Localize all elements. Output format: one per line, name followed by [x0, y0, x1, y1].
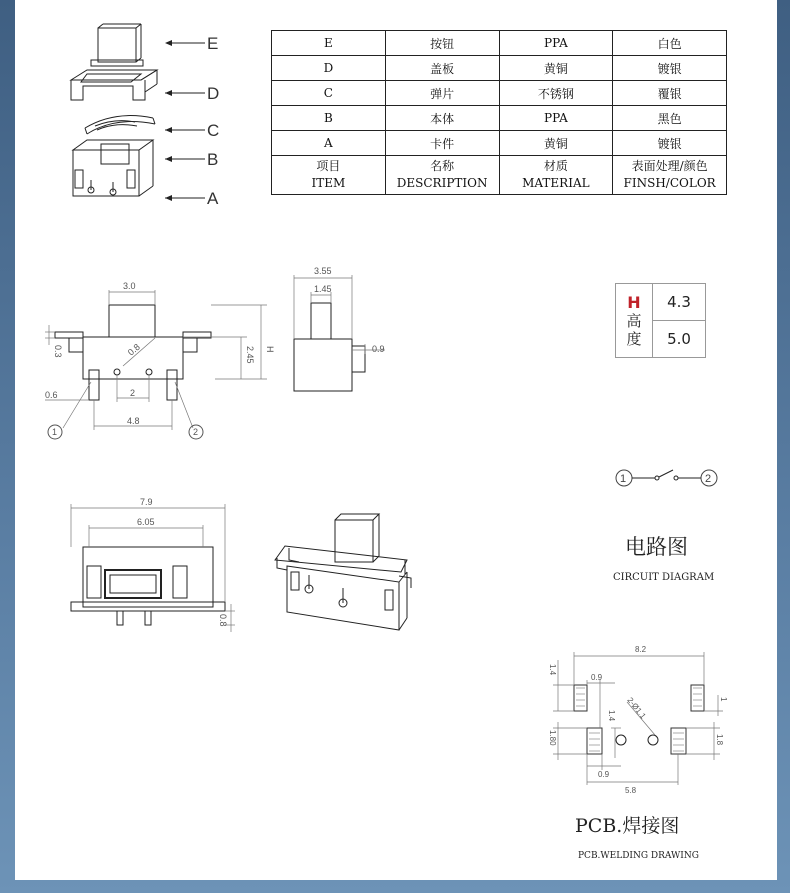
height-value-2: 5.0: [653, 321, 706, 358]
header-finish-cn: 表面处理/颜色: [631, 159, 708, 173]
header-item: [272, 156, 386, 195]
pcb-hole-left: [616, 735, 626, 745]
pcb-dim-inner-h: 1.4: [607, 710, 616, 722]
cell-desc: 卡件: [385, 131, 499, 156]
pcb-dim-pitch: 5.8: [625, 786, 637, 795]
part-c-spring: [85, 116, 155, 134]
cell-item: D: [272, 56, 386, 81]
pcb-title-en: PCB.WELDING DRAWING: [578, 851, 699, 861]
pcb-dim-hole: 2-Ø1.1: [625, 695, 648, 721]
pcb-welding-drawing: [548, 645, 728, 861]
header-material: [499, 156, 613, 195]
dim-left: 0.6: [45, 390, 58, 400]
header-item-en: ITEM: [311, 176, 346, 190]
header-desc-en: DESCRIPTION: [396, 176, 488, 190]
cell-item: C: [272, 81, 386, 106]
cell-material: PPA: [499, 31, 613, 56]
side-view: [294, 266, 385, 391]
dim-leg: 0.3: [53, 345, 63, 358]
label-b: B: [207, 150, 219, 169]
table-row: [272, 81, 727, 106]
pcb-dim-hole-offset: 1: [719, 697, 728, 702]
circuit-pin-1-label: 1: [620, 473, 627, 485]
dim-pitch: 2: [130, 388, 136, 398]
header-item-cn: 项目: [316, 159, 341, 173]
header-desc-cn: 名称: [430, 159, 455, 173]
height-label: [616, 284, 653, 358]
height-table: [615, 283, 706, 358]
dim-hole-dia: 0.8: [125, 341, 142, 358]
switch-contact: [659, 470, 673, 477]
pcb-pad-bottom-left: [587, 728, 602, 754]
exploded-view: [71, 24, 219, 208]
cell-item: B: [272, 106, 386, 131]
pcb-pad-top-left: [574, 685, 587, 711]
dim-button-width: 3.0: [123, 281, 136, 291]
height-value-1: 4.3: [653, 284, 706, 321]
cell-material: 黄铜: [499, 56, 613, 81]
pcb-pad-top-right: [691, 685, 704, 711]
cell-finish: 黑色: [613, 106, 727, 131]
circuit-title-cn: 电路图: [625, 536, 688, 559]
cell-finish: 白色: [613, 31, 727, 56]
pcb-dim-pad-h: 1.4: [548, 664, 557, 676]
part-b-body: [73, 140, 153, 196]
circuit-pin-2-label: 2: [705, 473, 712, 485]
circuit-diagram: [613, 470, 717, 583]
height-h-label: H: [627, 292, 641, 312]
side-dim-tab: 0.9: [372, 344, 385, 354]
bottom-dim-inner: 6.05: [137, 517, 155, 527]
cell-desc: 盖板: [385, 56, 499, 81]
cell-desc: 弹片: [385, 81, 499, 106]
cell-item: A: [272, 131, 386, 156]
side-dim-button: 1.45: [314, 284, 332, 294]
label-a: A: [207, 189, 219, 208]
pin-1-label: 1: [52, 427, 58, 437]
cell-finish: 覆银: [613, 81, 727, 106]
pcb-title-cn: PCB.焊接图: [575, 815, 680, 837]
drawing-sheet: [15, 0, 777, 880]
table-row: [272, 31, 727, 56]
cell-desc: 本体: [385, 106, 499, 131]
pcb-dim-inner-pad: 1.80: [548, 730, 557, 746]
table-row: [272, 56, 727, 81]
pcb-dim-pin-gap: 0.9: [598, 770, 610, 779]
dim-body-height: 2.45: [245, 346, 255, 364]
cell-finish: 镀银: [613, 131, 727, 156]
header-material-cn: 材质: [543, 159, 568, 173]
height-du-label: 度: [626, 329, 642, 348]
header-desc: [385, 156, 499, 195]
bottom-dim-foot: 0.8: [218, 614, 228, 627]
bottom-view: [71, 497, 235, 632]
side-dim-width: 3.55: [314, 266, 332, 276]
height-gao-label: 高: [626, 311, 642, 330]
pcb-dim-pad-right: 1.8: [715, 734, 724, 746]
cell-material: 不锈钢: [499, 81, 613, 106]
label-e: E: [207, 34, 219, 53]
isometric-view: [275, 514, 411, 630]
cell-finish: 镀银: [613, 56, 727, 81]
table-row: [272, 106, 727, 131]
pin-2-label: 2: [193, 427, 199, 437]
circuit-title-en: CIRCUIT DIAGRAM: [613, 572, 715, 583]
label-c: C: [207, 121, 220, 140]
part-d-cover: [71, 70, 157, 100]
cell-desc: 按钮: [385, 31, 499, 56]
table-row: [272, 131, 727, 156]
pcb-dim-pad-gap: 0.9: [591, 673, 603, 682]
pcb-hole-right: [648, 735, 658, 745]
front-view: [45, 281, 275, 439]
bottom-dim-width: 7.9: [140, 497, 153, 507]
label-d: D: [207, 84, 220, 103]
cell-material: PPA: [499, 106, 613, 131]
pcb-dim-span: 8.2: [635, 645, 647, 654]
cell-item: E: [272, 31, 386, 56]
pcb-pad-bottom-right: [671, 728, 686, 754]
dim-height-h: H: [265, 346, 275, 353]
table-header-row: [272, 156, 727, 195]
dim-pin-span: 4.8: [127, 416, 140, 426]
cell-material: 黄铜: [499, 131, 613, 156]
header-finish-en: FINSH/COLOR: [623, 176, 716, 190]
spec-table: [271, 30, 727, 195]
part-e-button: [91, 24, 143, 66]
header-material-en: MATERIAL: [522, 176, 590, 190]
header-finish: [613, 156, 727, 195]
